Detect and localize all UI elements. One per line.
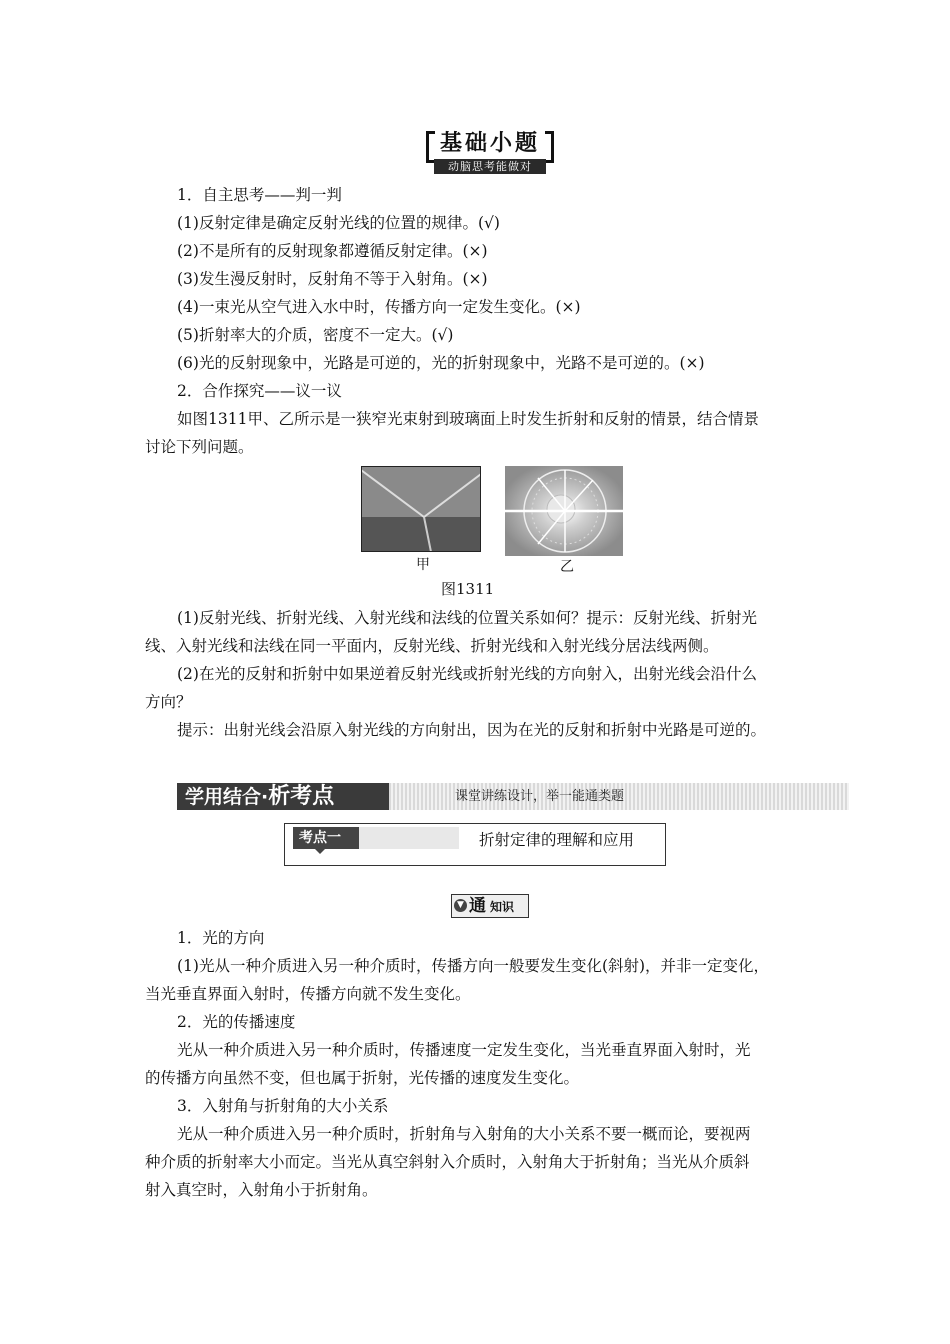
- chevron-down-icon: ▼: [454, 899, 467, 912]
- knowledge-line: 射入真空时，入射角小于折射角。: [145, 1181, 378, 1199]
- section-banner: [177, 783, 849, 810]
- knowledge-line: 的传播方向虽然不变，但也属于折射，光传播的速度发生变化。: [145, 1069, 580, 1087]
- judge-item: (5)折射率大的介质，密度不一定大。(√): [177, 326, 454, 344]
- banner-title: 学用结合·析考点: [177, 783, 389, 810]
- banner-description: 课堂讲练设计，举一能通类题: [455, 789, 625, 804]
- figure-jia-image: [361, 466, 481, 552]
- q2-intro: 讨论下列问题。: [145, 438, 254, 456]
- q2-title: 2．合作探究——议一议: [177, 382, 342, 400]
- figure-label-jia: 甲: [416, 557, 430, 573]
- section-title: 基础小题: [439, 131, 540, 156]
- judge-item: (4)一束光从空气进入水中时，传播方向一定发生变化。(×): [177, 298, 581, 316]
- section-subtitle: 动脑思考能做对: [434, 159, 546, 174]
- q1-title: 1．自主思考——判一判: [177, 186, 342, 204]
- triangle-icon: [315, 849, 325, 854]
- q2-intro: 如图1311甲、乙所示是一狭窄光束射到玻璃面上时发生折射和反射的情景，结合情景: [177, 410, 759, 428]
- figure-yi-image: [505, 466, 623, 556]
- discussion-line: (2)在光的反射和折射中如果逆着反射光线或折射光线的方向射入，出射光线会沿什么: [177, 665, 757, 683]
- discussion-line: 线、入射光线和法线在同一平面内，反射光线、折射光线和入射光线分居法线两侧。: [145, 637, 719, 655]
- knowledge-line: (1)光从一种介质进入另一种介质时，传播方向一般要发生变化(斜射)，并非一定变化，: [177, 957, 770, 975]
- tongzhishi-big: 通: [469, 896, 486, 916]
- judge-item: (3)发生漫反射时，反射角不等于入射角。(×): [177, 270, 488, 288]
- judge-item: (2)不是所有的反射现象都遵循反射定律。(×): [177, 242, 488, 260]
- tongzhishi-badge: [451, 894, 529, 918]
- discussion-line: (1)反射光线、折射光线、入射光线和法线的位置关系如何？提示：反射光线、折射光: [177, 609, 757, 627]
- judge-item: (1)反射定律是确定反射光线的位置的规律。(√): [177, 214, 500, 232]
- kaodian-topic: 折射定律的理解和应用: [479, 831, 635, 849]
- bracket-right: [545, 131, 554, 163]
- knowledge-line: 光从一种介质进入另一种介质时，传播速度一定发生变化，当光垂直界面入射时，光: [177, 1041, 751, 1059]
- knowledge-line: 3．入射角与折射角的大小关系: [177, 1097, 389, 1115]
- knowledge-line: 光从一种介质进入另一种介质时，折射角与入射角的大小关系不要一概而论，要视两: [177, 1125, 751, 1143]
- knowledge-line: 当光垂直界面入射时，传播方向就不发生变化。: [145, 985, 471, 1003]
- kaodian-box: [284, 823, 666, 866]
- knowledge-line: 种介质的折射率大小而定。当光从真空斜射入介质时，入射角大于折射角；当光从介质斜: [145, 1153, 750, 1171]
- section-badge: [426, 129, 554, 177]
- tongzhishi-small: 知识: [490, 900, 515, 914]
- figure-caption: 图1311: [441, 580, 495, 598]
- judge-item: (6)光的反射现象中，光路是可逆的，光的折射现象中，光路不是可逆的。(×): [177, 354, 705, 372]
- discussion-line: 方向？: [145, 693, 192, 711]
- kaodian-label: 考点一: [293, 827, 459, 849]
- discussion-line: 提示：出射光线会沿原入射光线的方向射出，因为在光的反射和折射中光路是可逆的。: [177, 721, 767, 739]
- figure-label-yi: 乙: [560, 559, 574, 575]
- knowledge-line: 1．光的方向: [177, 929, 265, 947]
- knowledge-line: 2．光的传播速度: [177, 1013, 296, 1031]
